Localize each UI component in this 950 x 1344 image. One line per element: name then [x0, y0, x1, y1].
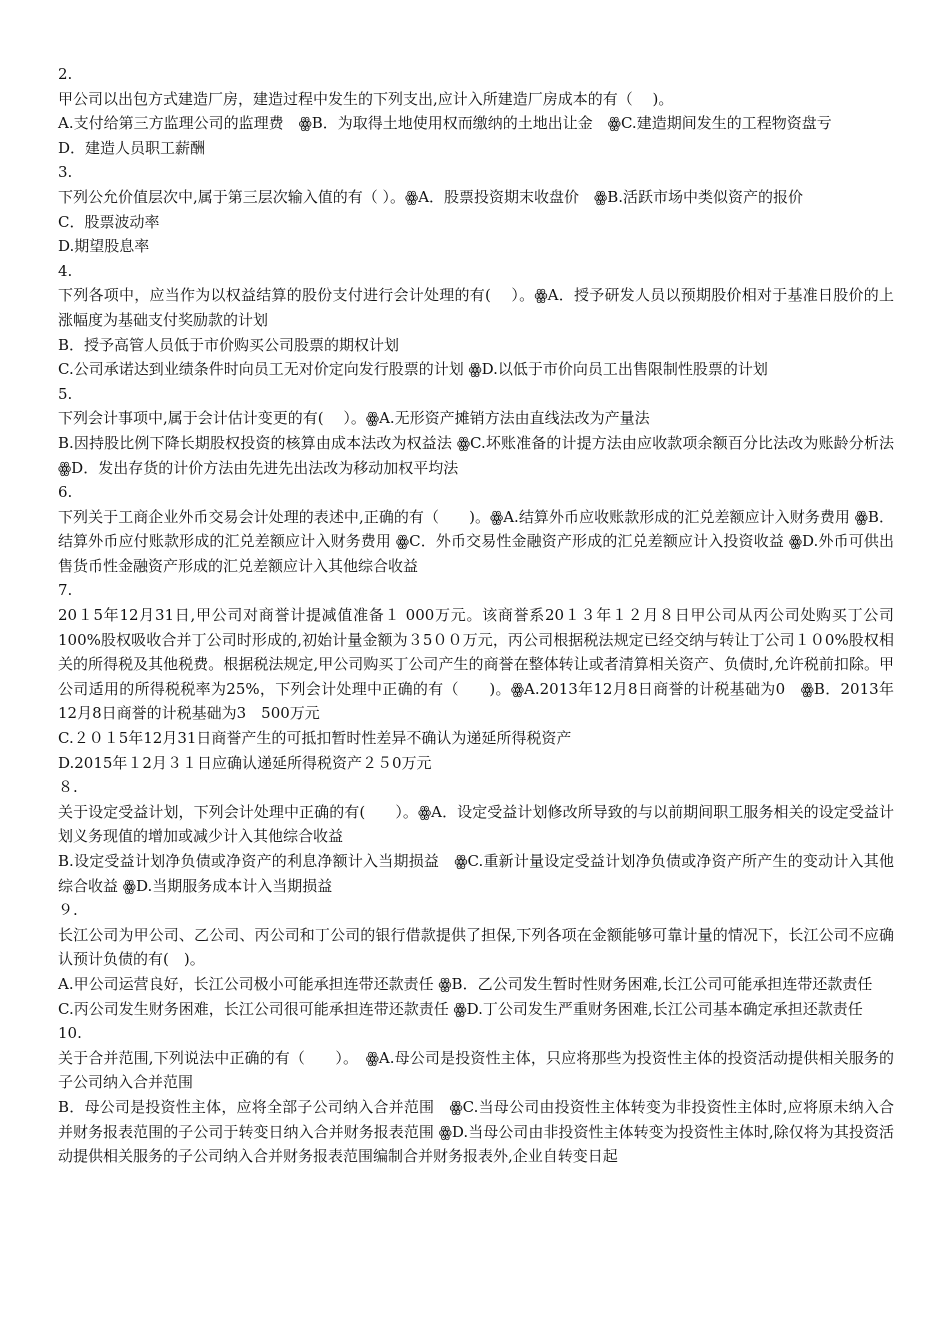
question-block: [58, 480, 894, 578]
question-option-line: B．母公司是投资性主体，应将全部子公司纳入合并范围 ꙮC.当母公司由投资性主体转变为非投资性主体时,应将原未纳入合并财务报表范围的子公司于转变日纳入合并财务报表范围 ꙮD.当母公司由非投资性主体转变为投资性主体时,除仅将为其投资活动提供相关服务的子公司纳入合并财务报表范围编制合并财务报表外,企业自转变日起: [58, 1097, 894, 1166]
question-number: 10.: [58, 1024, 82, 1043]
question-stem: 甲公司以出包方式建造厂房，建造过程中发生的下列支出,应计入所建造厂房成本的有（ )。: [58, 89, 674, 108]
question-option-line: D.2015年１2月３１日应确认递延所得税资产２５0万元: [58, 753, 432, 772]
question-stem: 长江公司为甲公司、乙公司、丙公司和丁公司的银行借款提供了担保,下列各项在金额能够可靠计量的情况下，长江公司不应确认预计负债的有( )。: [58, 925, 894, 969]
question-stem: 下列关于工商企业外币交易会计处理的表述中,正确的有（ )。ꙮA.结算外币应收账款形成的汇兑差额应计入财务费用 ꙮB．结算外币应付账款形成的汇兑差额应计入财务费用 ꙮC．外币交易性金融资产形成的汇兑差额应计入投资收益 ꙮD.外币可供出售货币性金融资产形成的汇兑差额应计入其他综合收益: [58, 507, 894, 575]
question-number: 5.: [58, 384, 73, 403]
question-stem: 下列公允价值层次中,属于第三层次输入值的有（ ）。ꙮA．股票投资期末收盘价 ꙮB.活跃市场中类似资产的报价: [58, 187, 804, 206]
question-number: 6.: [58, 483, 73, 502]
question-option-line: D．建造人员职工薪酬: [58, 138, 206, 157]
question-stem: 下列各项中，应当作为以权益结算的股份支付进行会计处理的有( ）。ꙮA．授予研发人员以预期股价相对于基准日股价的上涨幅度为基础支付奖励款的计划: [58, 286, 894, 329]
question-number: ８.: [58, 778, 78, 797]
question-option-line: C.公司承诺达到业绩条件时向员工无对价定向发行股票的计划 ꙮD.以低于市价向员工出售限制性股票的计划: [58, 360, 768, 379]
question-option-line: B．授予高管人员低于市价购买公司股票的期权计划: [58, 335, 400, 354]
question-number: 2.: [58, 65, 73, 83]
question-block: [58, 775, 894, 898]
question-option-line: C.丙公司发生财务困难，长江公司很可能承担连带还款责任 ꙮD.丁公司发生严重财务困难,长江公司基本确定承担还款责任: [58, 999, 863, 1018]
question-option-line: D.期望股息率: [58, 237, 150, 256]
question-option-line: A.支付给第三方监理公司的监理费 ꙮB．为取得土地使用权而缴纳的土地出让金 ꙮC.建造期间发生的工程物资盘亏: [58, 114, 832, 133]
question-list: [58, 62, 894, 1169]
question-block: [58, 259, 894, 382]
question-stem: 关于合并范围,下列说法中正确的有（ ）。 ꙮA.母公司是投资性主体，只应将那些为投资性主体的投资活动提供相关服务的子公司纳入合并范围: [58, 1048, 894, 1092]
question-block: [58, 62, 894, 160]
question-stem: 关于设定受益计划，下列会计处理中正确的有( ）。ꙮA．设定受益计划修改所导致的与以前期间职工服务相关的设定受益计划义务现值的增加或减少计入其他综合收益: [58, 802, 894, 846]
question-number: 3.: [58, 163, 73, 182]
question-block: [58, 160, 894, 258]
question-block: [58, 382, 894, 480]
question-block: [58, 898, 894, 1021]
question-number: 7.: [58, 581, 73, 600]
question-option-line: B.因持股比例下降长期股权投资的核算由成本法改为权益法 ꙮC.坏账准备的计提方法由应收款项余额百分比法改为账龄分析法 ꙮD．发出存货的计价方法由先进先出法改为移动加权平均法: [58, 433, 894, 477]
question-stem: 20１5年12月31日,甲公司对商誉计提减值准备１ 000万元。该商誉系20１３年１２月８日甲公司从丙公司处购买丁公司100%股权吸收合并丁公司时形成的,初始计量金额为３5００万元，丙公司根据税法规定已经交纳与转让丁公司１０0%股权相关的所得税及其他税费。根据税法规定,甲公司购买丁公司产生的商誉在整体转让或者清算相关资产、负债时,允许税前扣除。甲公司适用的所得税税率为25%，下列会计处理中正确的有（ )。ꙮA.2013年12月8日商誉的计税基础为0 ꙮB．2013年12月8日商誉的计税基础为3 500万元: [58, 606, 894, 723]
question-option-line: B.设定受益计划净负债或净资产的利息净额计入当期损益 ꙮC.重新计量设定受益计划净负债或净资产所产生的变动计入其他综合收益 ꙮD.当期服务成本计入当期损益: [58, 852, 894, 895]
question-option-line: C．股票波动率: [58, 212, 160, 231]
question-option-line: C.２０１5年12月31日商誉产生的可抵扣暂时性差异不确认为递延所得税资产: [58, 729, 572, 748]
question-number: 4.: [58, 261, 73, 280]
question-block: [58, 1021, 894, 1169]
question-number: ９.: [58, 901, 78, 920]
question-block: [58, 578, 894, 775]
question-stem: 下列会计事项中,属于会计估计变更的有( ）。ꙮA.无形资产摊销方法由直线法改为产量法: [58, 409, 650, 428]
question-option-line: A.甲公司运营良好，长江公司极小可能承担连带还款责任 ꙮB．乙公司发生暂时性财务困难,长江公司可能承担连带还款责任: [58, 974, 873, 993]
